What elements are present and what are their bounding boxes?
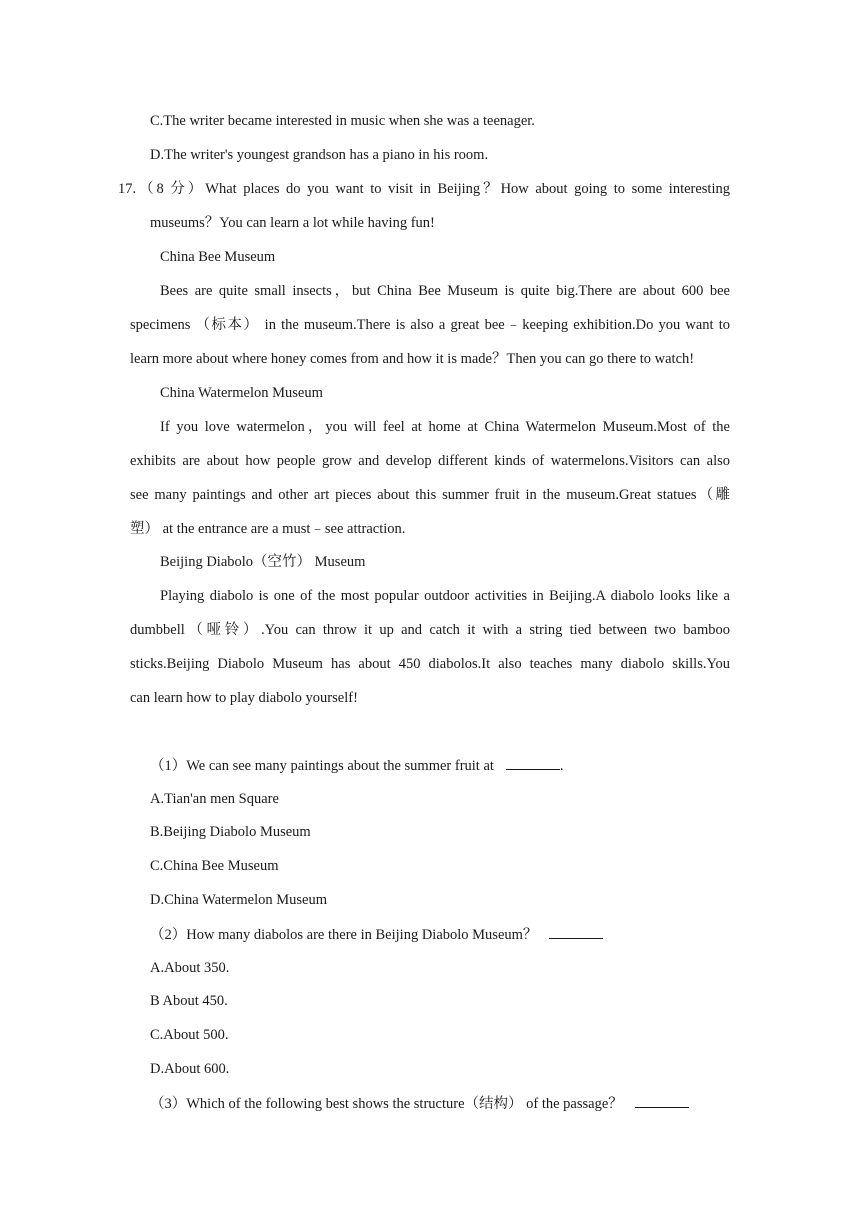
answer-blank[interactable] <box>549 924 603 939</box>
bee-paragraph-line: specimens （标本） in the museum.There is also a great bee﹣keeping exhibition.Do you want to <box>130 317 730 333</box>
q2-option-c: C.About 500. <box>150 1027 229 1043</box>
q1-option-a: A.Tian'an men Square <box>150 791 279 807</box>
watermelon-paragraph-line: see many paintings and other art pieces about this summer fruit in the museum.Great statues（雕 <box>130 487 730 503</box>
section-title-bee: China Bee Museum <box>160 249 276 265</box>
prev-option-d: D.The writer's youngest grandson has a piano in his room. <box>150 147 489 163</box>
question-1-text: （1）We can see many paintings about the summer fruit at <box>150 758 494 774</box>
q17-header-cont: museums？You can learn a lot while having fun! <box>150 215 435 231</box>
diabolo-paragraph-line: sticks.Beijing Diabolo Museum has about 450 diabolos.It also teaches many diabolo skills.You <box>130 656 730 672</box>
question-2-text: （2）How many diabolos are there in Beijing Diabolo Museum？ <box>150 927 538 943</box>
q1-option-d: D.China Watermelon Museum <box>150 892 327 908</box>
section-title-diabolo: Beijing Diabolo（空竹） Museum <box>160 554 366 570</box>
bee-paragraph-line: Bees are quite small insects，but China Bee Museum is quite big.There are about 600 bee <box>160 283 730 299</box>
answer-blank[interactable] <box>635 1093 689 1108</box>
watermelon-paragraph-line: If you love watermelon，you will feel at home at China Watermelon Museum.Most of the <box>160 419 730 435</box>
diabolo-paragraph-line: can learn how to play diabolo yourself! <box>130 690 358 706</box>
diabolo-paragraph-line: Playing diabolo is one of the most popular outdoor activities in Beijing.A diabolo looks like a <box>160 588 730 604</box>
section-title-watermelon: China Watermelon Museum <box>160 385 323 401</box>
watermelon-paragraph-line: 塑） at the entrance are a must﹣see attraction. <box>130 521 406 537</box>
q2-option-b: B About 450. <box>150 993 228 1009</box>
diabolo-paragraph-line: dumbbell（哑铃）.You can throw it up and catch it with a string tied between two bamboo <box>130 622 730 638</box>
q1-option-b: B.Beijing Diabolo Museum <box>150 824 311 840</box>
question-3-text: （3）Which of the following best shows the structure（结构） of the passage？ <box>150 1096 623 1112</box>
question-3-stem <box>150 1093 750 1114</box>
watermelon-paragraph-line: exhibits are about how people grow and develop different kinds of watermelons.Visitors can also <box>130 453 730 469</box>
q2-option-d: D.About 600. <box>150 1061 230 1077</box>
question-1-suffix: . <box>559 758 564 774</box>
q17-header: 17.（8 分）What places do you want to visit in Beijing？How about going to some interesting <box>118 181 730 197</box>
prev-option-c: C.The writer became interested in music when she was a teenager. <box>150 113 535 129</box>
answer-blank[interactable] <box>506 755 560 770</box>
bee-paragraph-line: learn more about where honey comes from and how it is made？Then you can go there to watch! <box>130 351 695 367</box>
question-1-stem <box>150 755 750 776</box>
q2-option-a: A.About 350. <box>150 960 230 976</box>
question-2-stem <box>150 924 750 945</box>
q1-option-c: C.China Bee Museum <box>150 858 279 874</box>
